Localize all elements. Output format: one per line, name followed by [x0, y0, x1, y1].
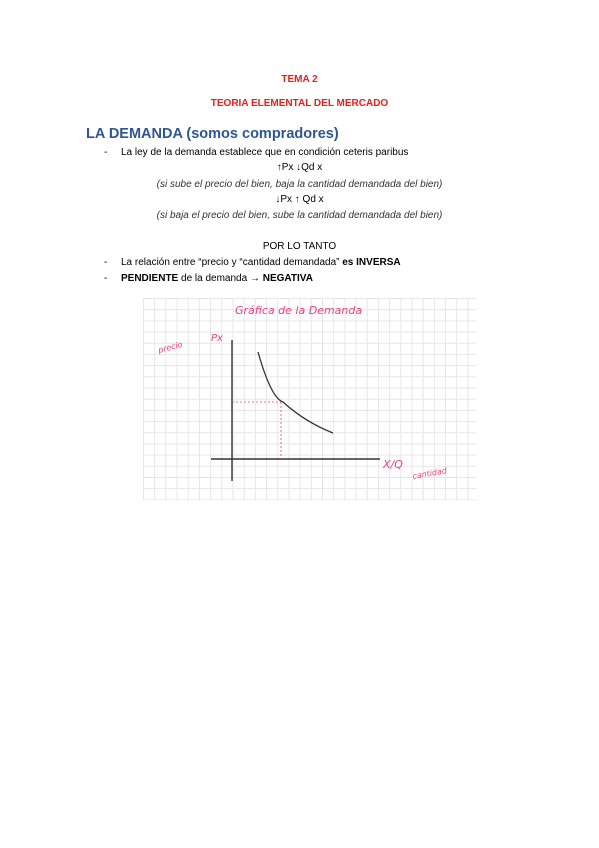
bullet-dash: -: [104, 257, 108, 268]
slope-mid: de la demanda: [178, 273, 250, 284]
therefore-text: POR LO TANTO: [262, 241, 337, 252]
y-axis-note: precio: [157, 339, 184, 355]
x-axis-note: cantidad: [411, 466, 448, 481]
rule-down-note: (si baja el precio del bien, sube la cantidad demandada del bien): [156, 210, 443, 221]
rule-down: ↓Px ↑ Qd x: [275, 194, 324, 205]
demand-graph-figure: [143, 298, 476, 500]
relation-prefix: La relación entre “precio y “cantidad demandada”: [121, 257, 343, 268]
section-title: LA DEMANDA (somos compradores): [86, 126, 339, 142]
relation-text: [121, 257, 401, 268]
topic-heading: TEMA 2: [281, 74, 318, 85]
bullet-dash: -: [104, 273, 108, 284]
topic-subtitle: TEORIA ELEMENTAL DEL MERCADO: [210, 98, 389, 109]
demand-curve: [258, 352, 333, 433]
y-axis-label: Px: [211, 333, 223, 344]
relation-emphasis: es INVERSA: [342, 257, 401, 268]
demand-graph-svg: [143, 298, 476, 500]
rule-up-note: (si sube el precio del bien, baja la cantidad demandada del bien): [156, 179, 443, 190]
law-text: La ley de la demanda establece que en condición ceteris paribus: [121, 147, 409, 158]
slope-emphasis-2: → NEGATIVA: [249, 273, 313, 284]
bullet-dash: -: [104, 147, 108, 158]
rule-up: ↑Px ↓Qd x: [276, 162, 323, 173]
slope-emphasis-1: PENDIENTE: [121, 273, 179, 284]
graph-title: Gráfica de la Demanda: [235, 304, 363, 317]
x-axis-label: X/Q: [383, 458, 403, 471]
slope-text: [121, 273, 313, 284]
